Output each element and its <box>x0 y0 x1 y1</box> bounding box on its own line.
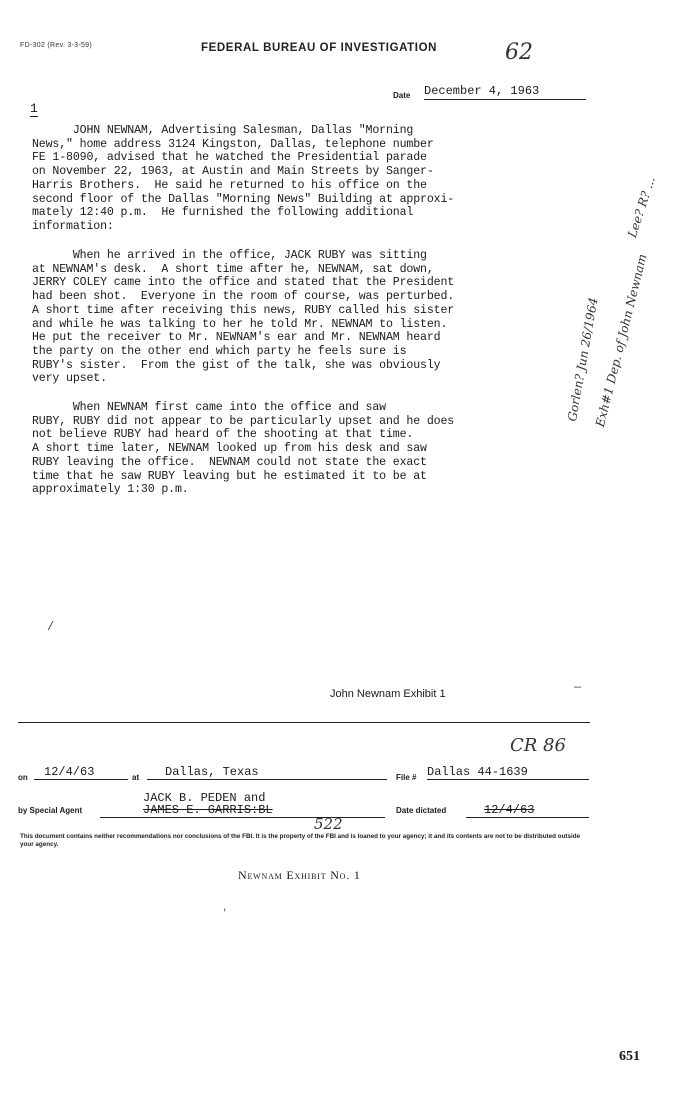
paragraph-number: 1 <box>30 101 38 116</box>
disclaimer: This document contains neither recommendations nor conclusions of the FBI. It is the property of the FBI and is loaned to your agency; it and its contents are not to be distributed outside your agency. <box>20 833 581 848</box>
file-label: File # <box>396 773 417 782</box>
margin-notes <box>545 120 685 450</box>
body-paragraph-1: JOHN NEWNAM, Advertising Salesman, Dallas "Morning News," home address 3124 Kingston, Dallas, telephone number FE 1-8090, advised that he watched the Presidential parade on November 22, 1963, at Austin and Main Streets by Sanger- Harris Brothers. He said he returned to his office on the second floor of the Dallas "Morning News" Building at approxi- mately 12:40 p.m. He furnished the following additional information: <box>32 124 455 233</box>
stray-mark: / <box>47 620 55 634</box>
handwritten-number: 522 <box>314 815 343 833</box>
handwritten-page-mark: 62 <box>505 40 533 65</box>
body-paragraph-2: When he arrived in the office, JACK RUBY was sitting at NEWNAM's desk. A short time after he, NEWNAM, sat down, JERRY COLEY came into the office and stated that the President had been shot. Everyone in the room of course, was perturbed. A short time after receiving this news, RUBY called his sister and while he was talking to her he told Mr. NEWNAM to listen. He put the receiver to Mr. NEWNAM's ear and Mr. NEWNAM heard the party on the other end which party he feels sure is RUBY's sister. From the gist of the talk, she was obviously very upset. <box>32 249 455 386</box>
at-label: at <box>132 773 140 782</box>
stray-mark: — <box>574 680 582 694</box>
margin-note-2: Exh#1 Dep. of John Newnam <box>593 252 650 429</box>
form-number: FD-302 (Rev. 3-3-59) <box>20 42 93 49</box>
file-value: Dallas 44-1639 <box>427 765 589 780</box>
agent-label: by Special Agent <box>18 806 83 815</box>
dictated-field <box>466 803 589 818</box>
on-value: 12/4/63 <box>34 765 128 780</box>
exhibit-caption: John Newnam Exhibit 1 <box>330 688 446 700</box>
at-value: Dallas, Texas <box>147 765 387 780</box>
margin-note-1: Gorlen? Jun 26/1964 <box>565 296 601 423</box>
page-number: 651 <box>619 1049 640 1064</box>
dictated-value: 12/4/63 <box>484 803 535 817</box>
stray-mark: ' <box>222 908 228 918</box>
dictated-label: Date dictated <box>396 806 447 815</box>
footer-caption: Newnam Exhibit No. 1 <box>238 868 361 882</box>
body-paragraph-3: When NEWNAM first came into the office and saw RUBY, RUBY did not appear to be particularly upset and he does not believe RUBY had heard of the shooting at that time. A short time later, NEWNAM looked up from his desk and saw RUBY leaving the office. NEWNAM could not state the exact time that he saw RUBY leaving but he estimated it to be at approximately 1:30 p.m. <box>32 401 455 497</box>
date-value: December 4, 1963 <box>424 84 586 100</box>
date-label: Date <box>393 91 411 100</box>
divider-line <box>18 722 590 723</box>
agent-line-1: JACK B. PEDEN and <box>143 791 266 805</box>
agency-title: FEDERAL BUREAU OF INVESTIGATION <box>201 42 438 54</box>
handwritten-cr-mark: CR 86 <box>510 735 566 756</box>
on-label: on <box>18 773 28 782</box>
margin-note-3: Lee? R? ... <box>625 174 658 240</box>
agent-line-2: JAMES E. GARRIS:BL <box>143 803 273 817</box>
